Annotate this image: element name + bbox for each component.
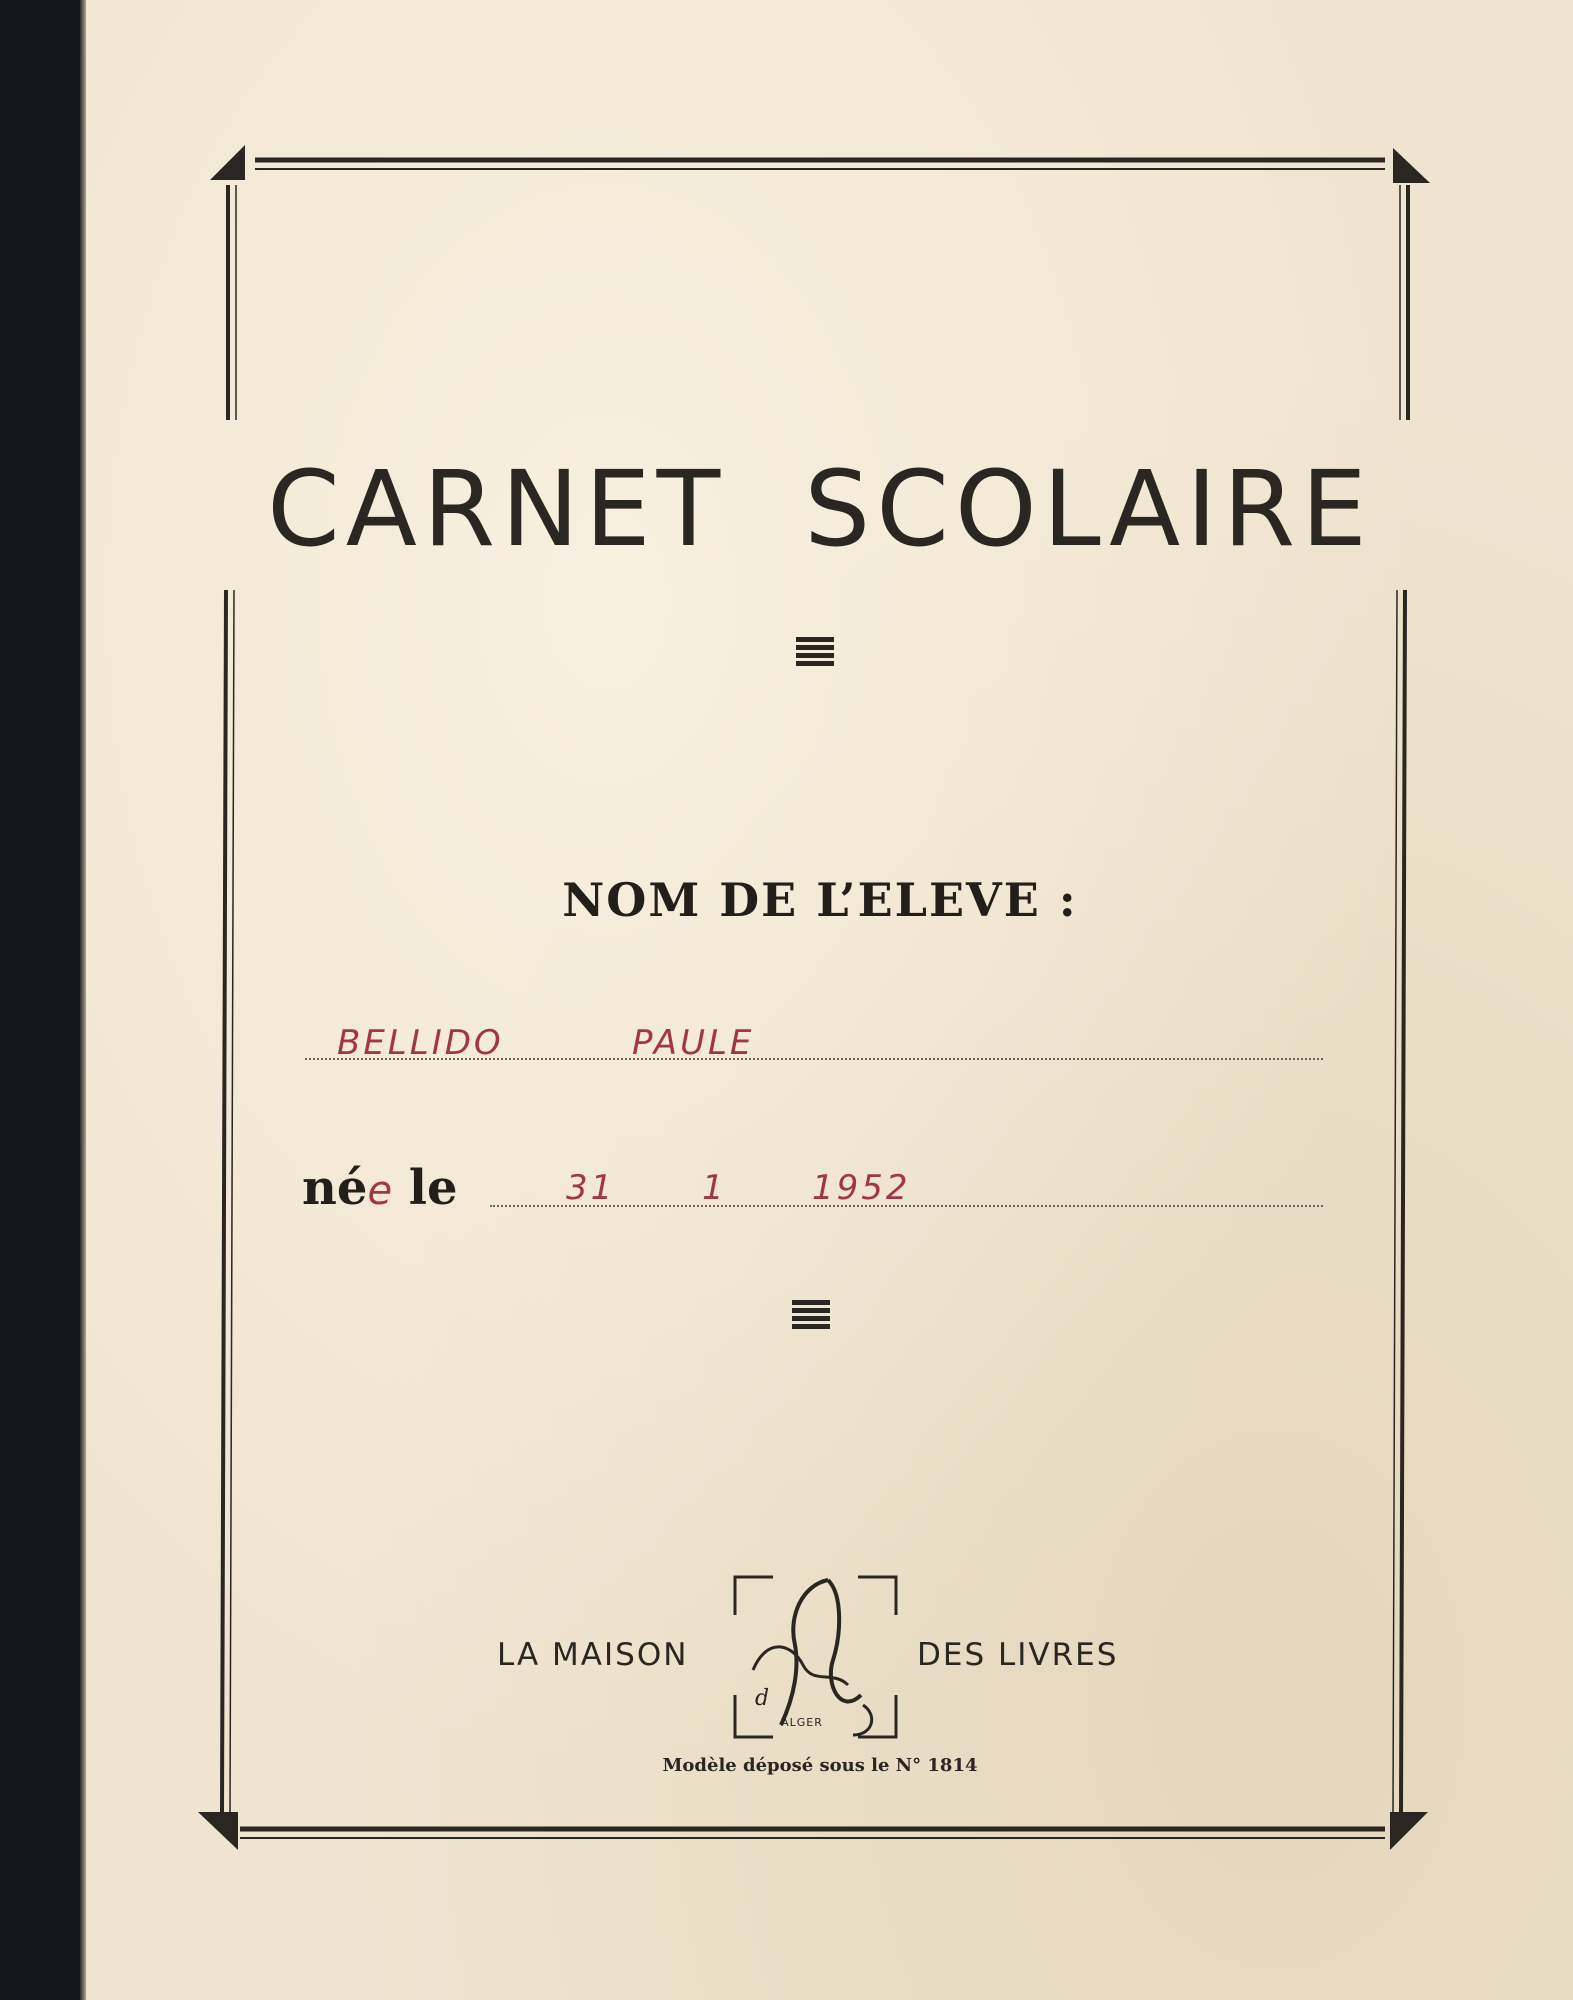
student-name-label: NOM DE L’ELEVE : [562,873,1078,927]
birth-year: 1952 [812,1168,911,1208]
student-surname: BELLIDO [337,1023,504,1063]
logo-city: ALGER [781,1716,823,1729]
separator-bars-top [796,637,834,669]
birth-day: 31 [566,1168,616,1208]
born-label-end: le [392,1160,458,1216]
publisher-name-left: LA MAISON [497,1637,689,1673]
born-label-feminine-suffix: e [367,1168,393,1214]
separator-bars-bottom [792,1300,830,1332]
student-firstname: PAULE [632,1023,755,1063]
born-label [302,1160,458,1216]
logo-letter: d [755,1686,770,1711]
publisher-name-right: DES LIVRES [917,1637,1119,1673]
birth-month: 1 [702,1168,727,1208]
deposit-note: Modèle déposé sous le N° 1814 [662,1755,978,1776]
cover-title: CARNET SCOLAIRE [267,448,1373,570]
born-label-prefix: né [302,1160,368,1216]
